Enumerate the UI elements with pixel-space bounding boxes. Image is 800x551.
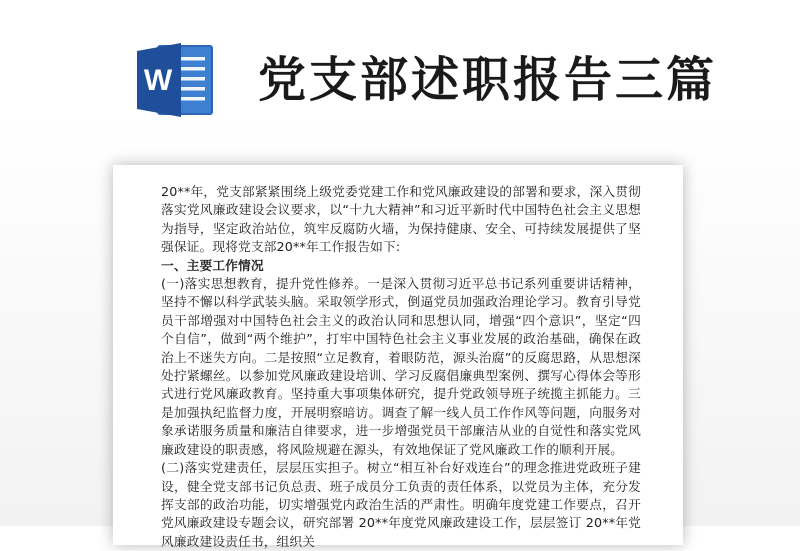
paragraph-party-responsibility: (二)落实党建责任，层层压实担子。树立“相互补台好戏连台”的理念推进党政班子建设，健全党支部书记负总责、班子成员分工负责的责任体系，以党员为主体，充分发挥支部的政治功能，切实增强党内政治生活的严肃性。明确年度党建工作要点，召开党风廉政建设专题会议，研究部署 20**年度党风廉政建设工作，层层签订 20**年党风廉政建设责任书，组织关 <box>161 460 641 549</box>
paragraph-ideological-education: (一)落实思想教育，提升党性修养。一是深入贯彻习近平总书记系列重要讲话精神，坚持不懈以科学武装头脑。采取领学形式，倒逼党员加强政治理论学习。教育引导党员干部增强对中国特色社会主义的政治认同和思想认同，增强“四个意识”，坚定“四个自信”，做到“两个维护”，打牢中国特色社会主义事业发展的政治基础，确保在政治上不迷失方向。二是按照“立足教育，着眼防范，源头治腐”的反腐思路，从思想深处拧紧螺丝。以参加党风廉政建设培训、学习反腐倡廉典型案例、撰写心得体会等形式进行党风廉政教育。坚持重大事项集体研究，提升党政领导班子统揽主抓能力。三是加强执纪监督力度，开展明察暗访。调查了解一线人员工作作风等问题，向服务对象承诺服务质量和廉洁自律要求，进一步增强党员干部廉洁从业的自觉性和落实党风廉政建设的职责感，将风险规避在源头，有效地保证了党风廉政工作的顺利开展。 <box>161 276 641 457</box>
document-page <box>113 165 683 549</box>
section-heading: 一、主要工作情况 <box>161 257 264 273</box>
document-title: 党支部述职报告三篇 <box>258 52 718 108</box>
paragraph-intro: 20**年，党支部紧紧围绕上级党委党建工作和党风廉政建设的部署和要求，深入贯彻落实党风廉政建设会议要求，以“十九大精神”和习近平新时代中国特色社会主义思想为指导，坚定政治站位，筑牢反腐防火墙，为保持健康、安全、可持续发展提供了坚强保证。现将党支部20**年工作报告如下: <box>161 184 641 255</box>
document-body <box>161 183 641 551</box>
header <box>0 0 800 150</box>
word-icon-letter: W <box>143 64 173 97</box>
word-document-icon <box>135 37 215 123</box>
